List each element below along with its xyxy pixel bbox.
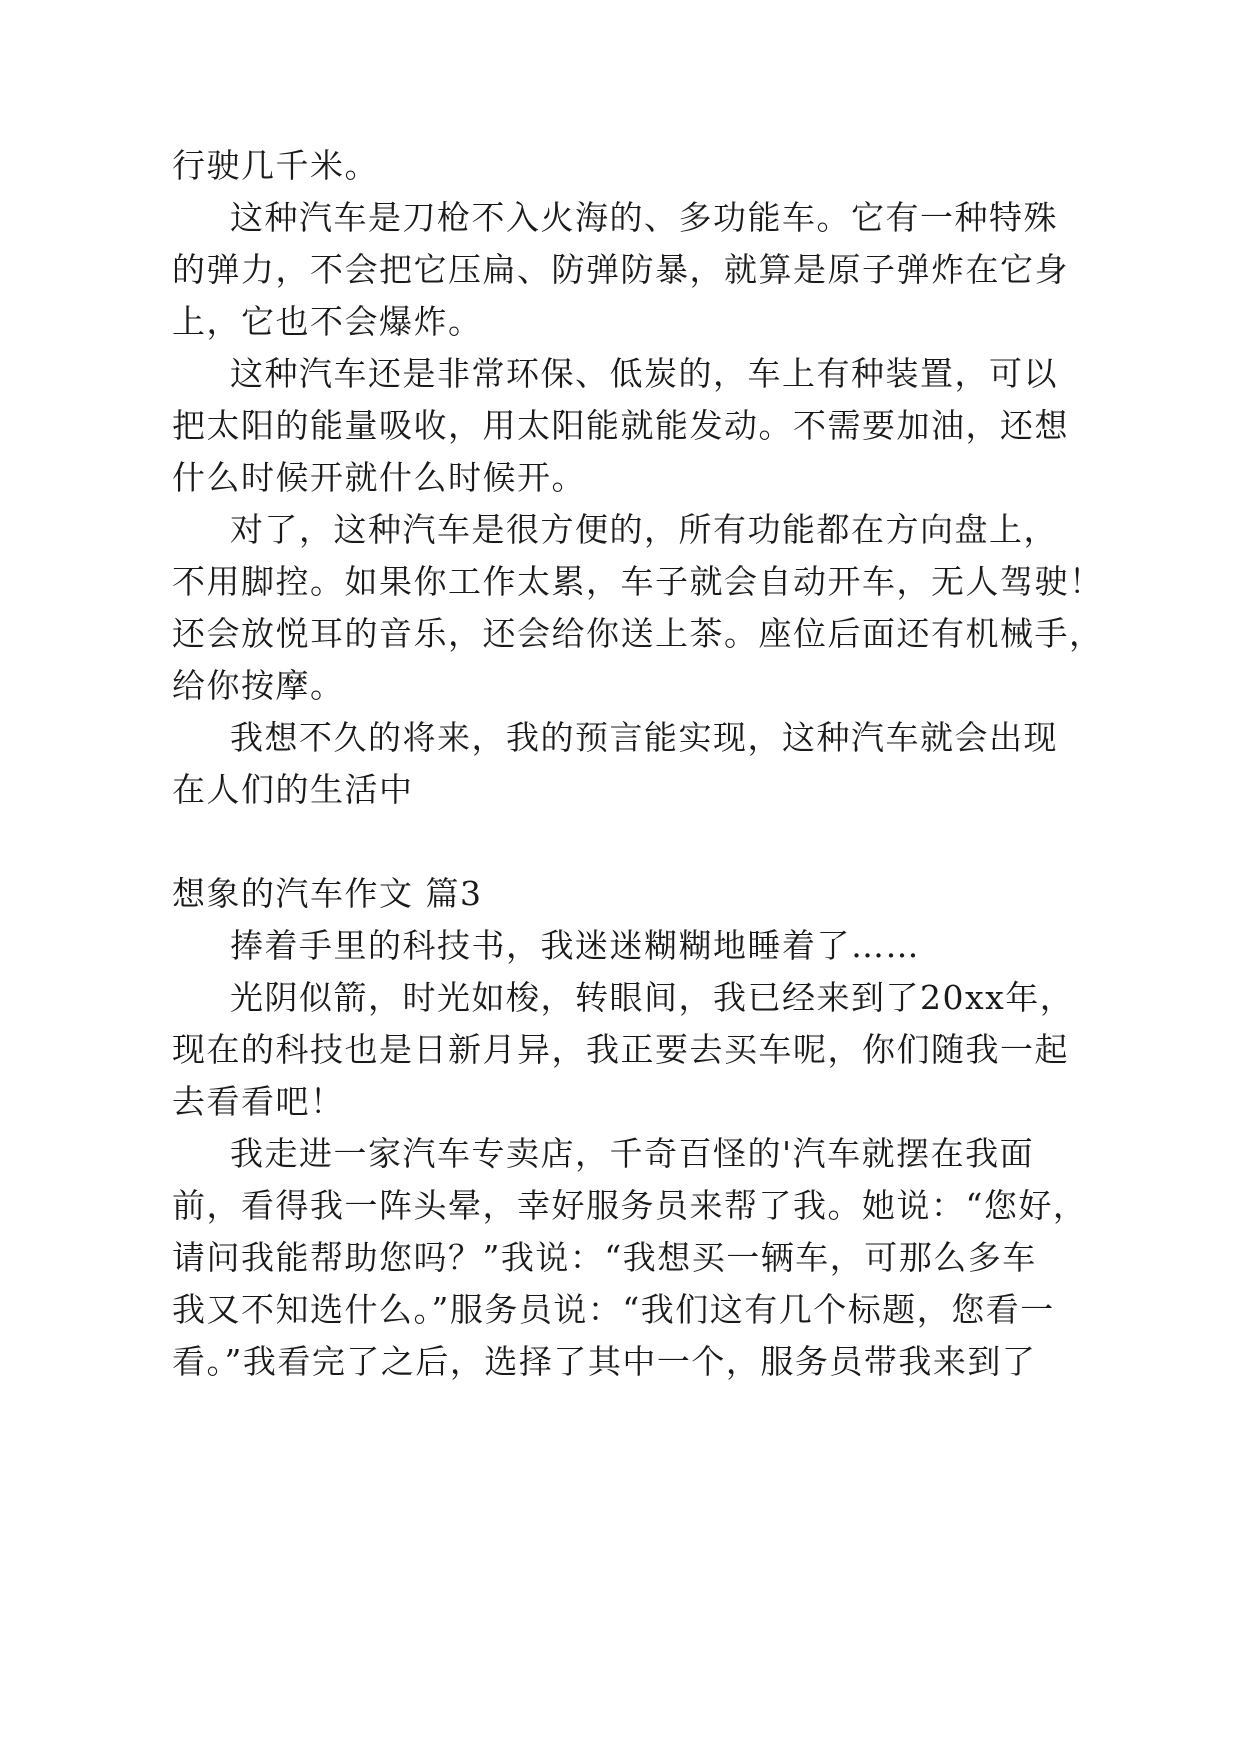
- paragraph-first-line: 这种汽车是刀枪不入火海的、多功能车。它有一种特殊: [230, 198, 1058, 237]
- section-heading: 想象的汽车作文 篇3: [172, 874, 483, 913]
- text-line: 行驶几千米。: [172, 146, 379, 185]
- text-line: 把太阳的能量吸收，用太阳能就能发动。不需要加油，还想: [172, 406, 1069, 445]
- text-line: 我又不知选什么。”服务员说：“我们这有几个标题，您看一: [172, 1290, 1055, 1329]
- paragraph-first-line: 我走进一家汽车专卖店，千奇百怪的'汽车就摆在我面: [230, 1134, 1035, 1173]
- text-line: 去看看吧！: [172, 1082, 345, 1121]
- text-line: 上，它也不会爆炸。: [172, 302, 483, 341]
- text-line: 在人们的生活中: [172, 770, 414, 809]
- text-line: 给你按摩。: [172, 666, 345, 705]
- paragraph-first-line: 光阴似箭，时光如梭，转眼间，我已经来到了20xx年，: [230, 978, 1075, 1017]
- text-line: 的弹力，不会把它压扁、防弹防暴，就算是原子弹炸在它身: [172, 250, 1069, 289]
- paragraph-first-line: 我想不久的将来，我的预言能实现，这种汽车就会出现: [230, 718, 1058, 757]
- text-line: 请问我能帮助您吗？”我说：“我想买一辆车，可那么多车: [172, 1238, 1037, 1277]
- paragraph-first-line: 捧着手里的科技书，我迷迷糊糊地睡着了……: [230, 926, 920, 965]
- paragraph-first-line: 这种汽车还是非常环保、低炭的，车上有种装置，可以: [230, 354, 1058, 393]
- text-line: 看。”我看完了之后，选择了其中一个，服务员带我来到了: [172, 1342, 1037, 1381]
- paragraph-first-line: 对了，这种汽车是很方便的，所有功能都在方向盘上，: [230, 510, 1058, 549]
- text-line: 不用脚控。如果你工作太累，车子就会自动开车，无人驾驶！: [172, 562, 1104, 601]
- text-line: 前，看得我一阵头晕，幸好服务员来帮了我。她说：“您好，: [172, 1186, 1088, 1225]
- text-line: 什么时候开就什么时候开。: [172, 458, 586, 497]
- text-line: 还会放悦耳的音乐，还会给你送上茶。座位后面还有机械手，: [172, 614, 1104, 653]
- text-line: 现在的科技也是日新月异，我正要去买车呢，你们随我一起: [172, 1030, 1069, 1069]
